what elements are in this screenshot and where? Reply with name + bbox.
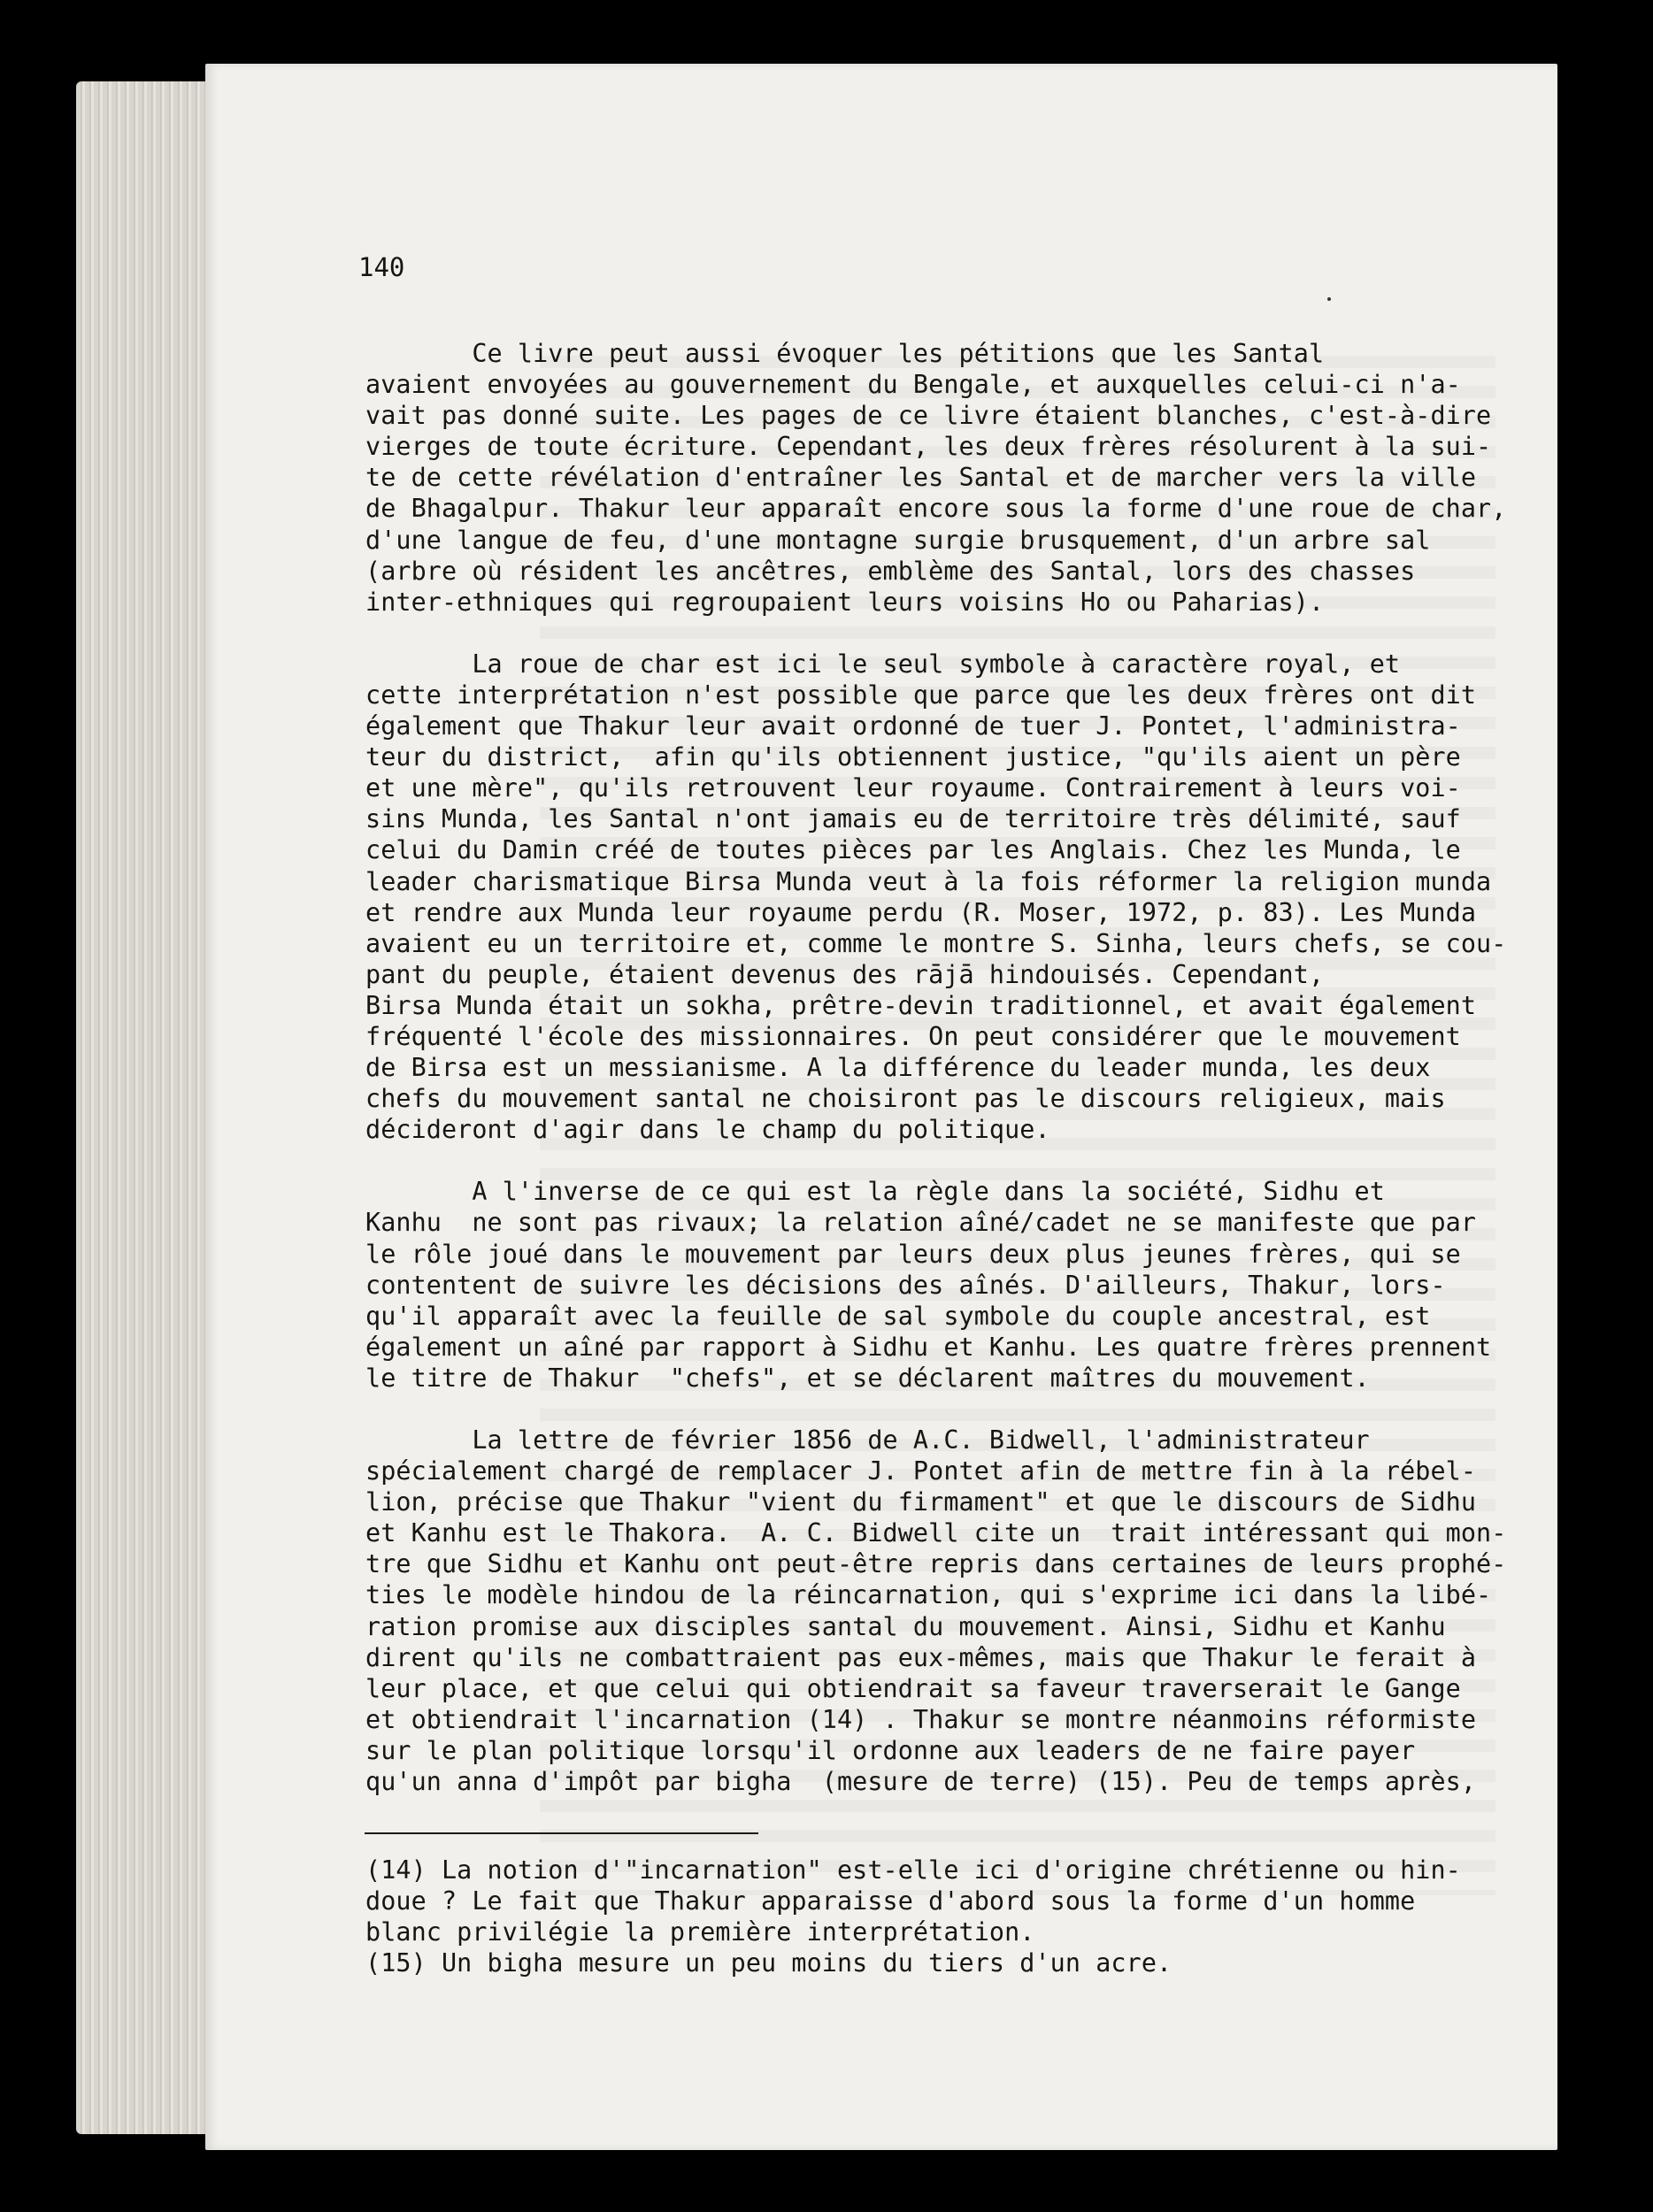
text-line: et obtiendrait l'incarnation (14) . Thakur se montre néanmoins réformiste [365, 1704, 1477, 1734]
text-line: qu'un anna d'impôt par bigha (mesure de terre) (15). Peu de temps après, [365, 1767, 1477, 1797]
page-stack-edges [76, 81, 227, 2134]
footnote-line: (15) Un bigha mesure un peu moins du tiers d'un acre. [365, 1948, 1172, 1978]
text-line: leur place, et que celui qui obtiendrait sa faveur traverserait le Gange [365, 1673, 1461, 1703]
ink-dot [1327, 297, 1331, 301]
text-line: avaient envoyées au gouvernement du Bengale, et auxquelles celui-ci n'a- [365, 370, 1461, 400]
text-line: celui du Damin créé de toutes pièces par les Anglais. Chez les Munda, le [365, 835, 1461, 865]
text-line: sur le plan politique lorsqu'il ordonne aux leaders de ne faire payer [365, 1735, 1416, 1765]
paragraph [365, 649, 1507, 1146]
text-line: leader charismatique Birsa Munda veut à la fois réformer la religion munda [365, 866, 1492, 896]
text-line: avaient eu un territoire et, comme le montre S. Sinha, leurs chefs, se cou- [365, 928, 1507, 958]
text-line: de Birsa est un messianisme. A la différence du leader munda, les deux [365, 1053, 1431, 1083]
page-number: 140 [358, 252, 405, 282]
text-line: le rôle joué dans le mouvement par leurs deux plus jeunes frères, qui se [365, 1239, 1461, 1269]
text-line: teur du district, afin qu'ils obtiennent justice, "qu'ils aient un père [365, 742, 1461, 772]
body-text [365, 338, 1507, 1828]
text-line: Kanhu ne sont pas rivaux; la relation aîné/cadet ne se manifeste que par [365, 1208, 1477, 1238]
text-line: ration promise aux disciples santal du mouvement. Ainsi, Sidhu et Kanhu [365, 1611, 1446, 1641]
text-line: vait pas donné suite. Les pages de ce livre étaient blanches, c'est-à-dire [365, 401, 1492, 431]
text-line: ties le modèle hindou de la réincarnation, qui s'exprime ici dans la libé- [365, 1580, 1492, 1610]
text-line: Ce livre peut aussi évoquer les pétitions que les Santal [365, 339, 1325, 368]
text-line: (arbre où résident les ancêtres, emblème des Santal, lors des chasses [365, 556, 1416, 586]
text-line: décideront d'agir dans le champ du politique. [365, 1115, 1050, 1145]
text-line: spécialement chargé de remplacer J. Pontet afin de mettre fin à la rébel- [365, 1456, 1477, 1486]
text-line: pant du peuple, étaient devenus des rājā hindouisés. Cependant, [365, 959, 1325, 989]
text-line: sins Munda, les Santal n'ont jamais eu de territoire très délimité, sauf [365, 804, 1461, 834]
footnotes [365, 1855, 1503, 1978]
text-line: d'une langue de feu, d'une montagne surgie brusquement, d'un arbre sal [365, 525, 1431, 555]
text-line: La lettre de février 1856 de A.C. Bidwell, l'administrateur [365, 1425, 1370, 1455]
text-line: de Bhagalpur. Thakur leur apparaît encore sous la forme d'une roue de char, [365, 494, 1507, 524]
paragraph [365, 1425, 1507, 1797]
text-line: Birsa Munda était un sokha, prêtre-devin traditionnel, et avait également [365, 990, 1477, 1020]
text-line: contentent de suivre les décisions des aînés. D'ailleurs, Thakur, lors- [365, 1270, 1446, 1300]
footnote-rule [365, 1832, 758, 1834]
text-line: et rendre aux Munda leur royaume perdu (R. Moser, 1972, p. 83). Les Munda [365, 897, 1477, 927]
text-line: également un aîné par rapport à Sidhu et Kanhu. Les quatre frères prennent [365, 1332, 1492, 1362]
footnote-line: blanc privilégie la première interprétation. [365, 1917, 1035, 1947]
text-line: le titre de Thakur "chefs", et se déclarent maîtres du mouvement. [365, 1363, 1370, 1393]
text-line: chefs du mouvement santal ne choisiront pas le discours religieux, mais [365, 1084, 1446, 1114]
text-line: inter-ethniques qui regroupaient leurs voisins Ho ou Paharias). [365, 587, 1325, 617]
paragraph [365, 1176, 1503, 1394]
text-line: et Kanhu est le Thakora. A. C. Bidwell cite un trait intéressant qui mon- [365, 1518, 1507, 1548]
text-line: dirent qu'ils ne combattraient pas eux-mêmes, mais que Thakur le ferait à [365, 1642, 1477, 1672]
text-line: cette interprétation n'est possible que parce que les deux frères ont dit [365, 680, 1477, 710]
text-line: qu'il apparaît avec la feuille de sal symbole du couple ancestral, est [365, 1301, 1431, 1331]
footnote-line: (14) La notion d'"incarnation" est-elle ici d'origine chrétienne ou hin- [365, 1855, 1461, 1885]
text-line: également que Thakur leur avait ordonné de tuer J. Pontet, l'administra- [365, 711, 1461, 741]
text-line: A l'inverse de ce qui est la règle dans la société, Sidhu et [365, 1177, 1385, 1207]
text-line: vierges de toute écriture. Cependant, les deux frères résolurent à la sui- [365, 432, 1492, 462]
text-line: te de cette révélation d'entraîner les Santal et de marcher vers la ville [365, 463, 1477, 493]
text-line: lion, précise que Thakur "vient du firmament" et que le discours de Sidhu [365, 1487, 1477, 1517]
text-line: fréquenté l'école des missionnaires. On peut considérer que le mouvement [365, 1021, 1461, 1051]
paragraph [365, 338, 1507, 618]
footnote-line: doue ? Le fait que Thakur apparaisse d'abord sous la forme d'un homme [365, 1886, 1416, 1916]
text-line: tre que Sidhu et Kanhu ont peut-être repris dans certaines de leurs prophé- [365, 1549, 1507, 1579]
text-line: La roue de char est ici le seul symbole à caractère royal, et [365, 649, 1401, 679]
text-line: et une mère", qu'ils retrouvent leur royaume. Contrairement à leurs voi- [365, 773, 1461, 803]
